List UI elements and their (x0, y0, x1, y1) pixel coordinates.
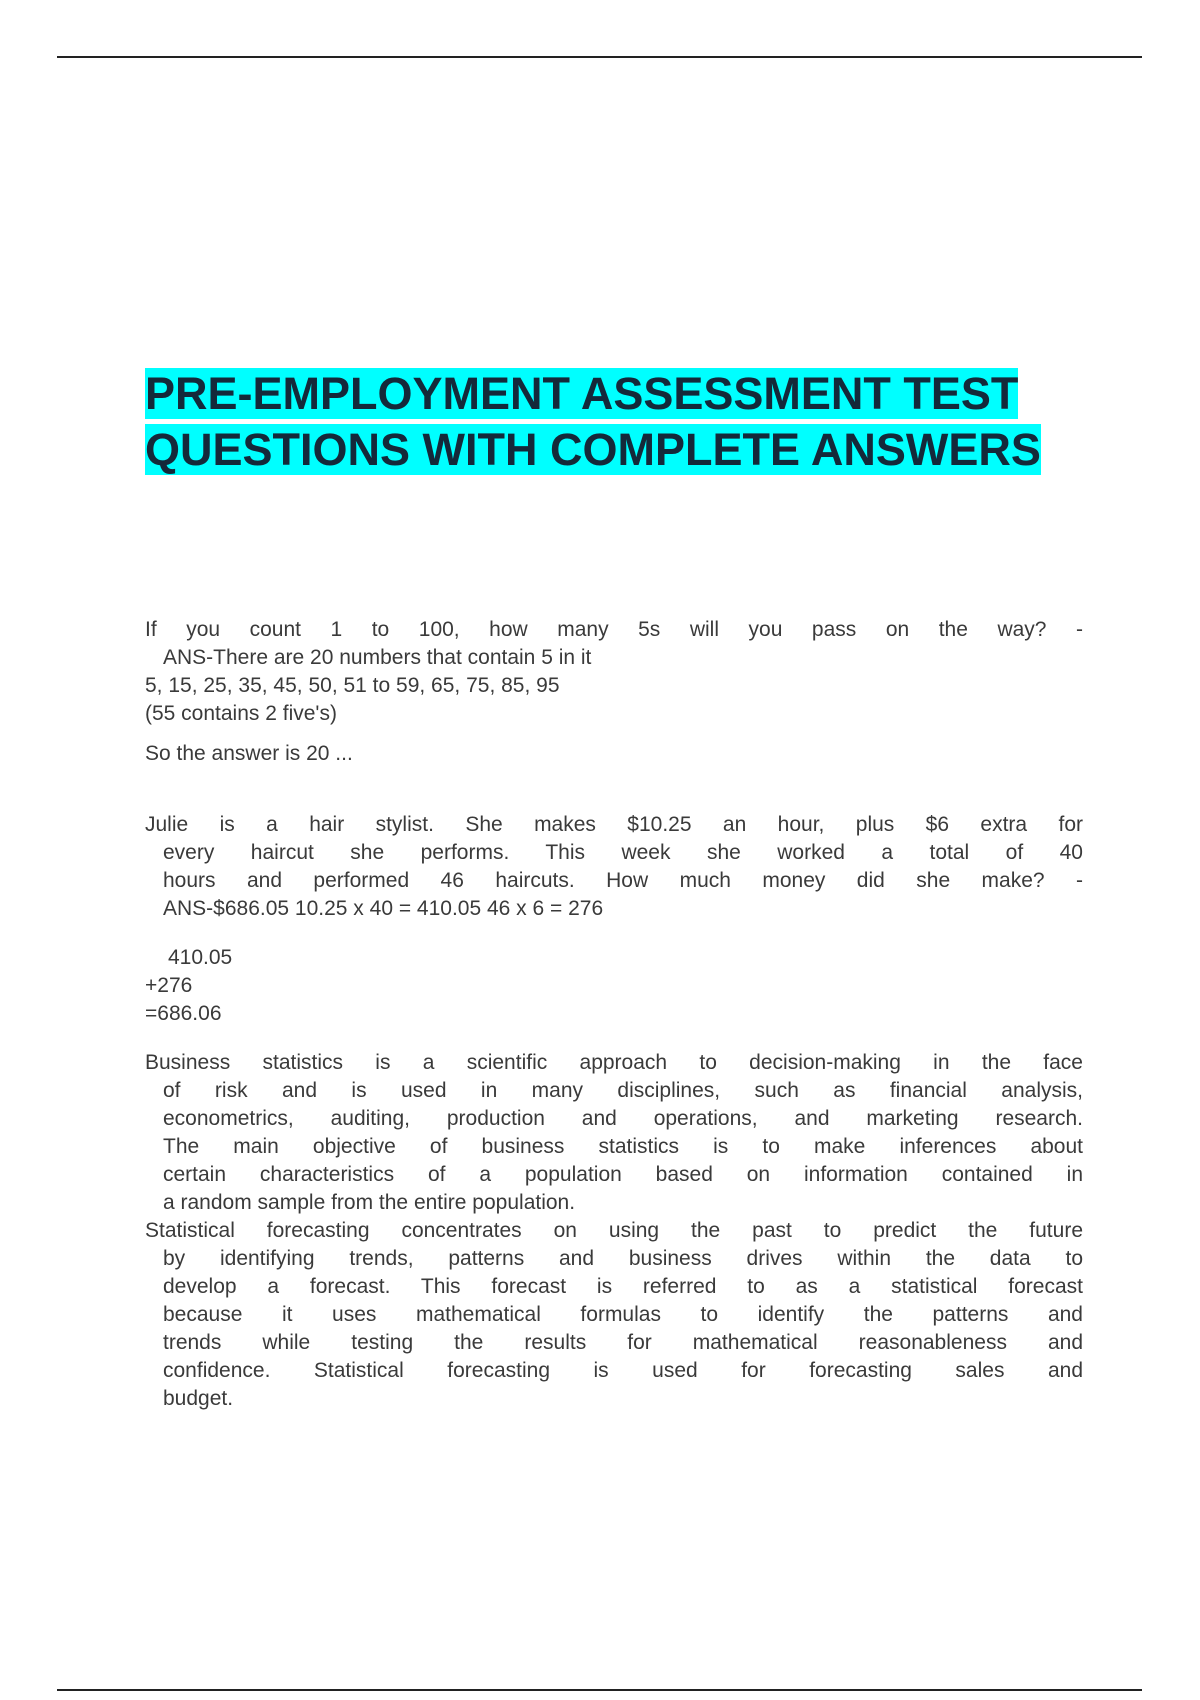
text-line: develop a forecast. This forecast is referred to as a statistical forecast (163, 1275, 1083, 1298)
text-line: of risk and is used in many disciplines, such as financial analysis, (163, 1079, 1083, 1102)
text-line: hours and performed 46 haircuts. How much money did she make? - (163, 869, 1083, 892)
text-line: certain characteristics of a population based on information contained in (163, 1163, 1083, 1186)
text-line: Business statistics is a scientific approach to decision-making in the face (145, 1051, 1083, 1074)
text-line: because it uses mathematical formulas to identify the patterns and (163, 1303, 1083, 1326)
text-line: If you count 1 to 100, how many 5s will you pass on the way? - (145, 618, 1083, 641)
text-line: by identifying trends, patterns and business drives within the data to (163, 1247, 1083, 1270)
text-line: 410.05 (168, 946, 233, 969)
document-title (145, 366, 1095, 478)
text-line: The main objective of business statistics is to make inferences about (163, 1135, 1083, 1158)
text-line: a random sample from the entire population. (163, 1191, 576, 1214)
question-count-fives (145, 616, 1083, 728)
business-statistics-paragraph (145, 1049, 1083, 1413)
question-julie-wages (145, 811, 1083, 923)
text-line: every haircut she performs. This week she worked a total of 40 (163, 841, 1083, 864)
calculation (145, 944, 1083, 1028)
text-line: budget. (163, 1387, 234, 1410)
highlighted-title-text: PRE-EMPLOYMENT ASSESSMENT TEST QUESTIONS WITH COMPLETE ANSWERS (145, 368, 1041, 475)
text-line: 5, 15, 25, 35, 45, 50, 51 to 59, 65, 75, 85, 95 (145, 674, 560, 697)
text-line: +276 (145, 974, 193, 997)
text-line: So the answer is 20 ... (145, 742, 353, 765)
text-line: ANS-$686.05 10.25 x 40 = 410.05 46 x 6 = 276 (163, 897, 604, 920)
text-line: trends while testing the results for mathematical reasonableness and (163, 1331, 1083, 1354)
text-line: Julie is a hair stylist. She makes $10.25 an hour, plus $6 extra for (145, 813, 1083, 836)
text-line: econometrics, auditing, production and operations, and marketing research. (163, 1107, 1083, 1130)
text-line: =686.06 (145, 1002, 222, 1025)
top-rule (57, 56, 1142, 58)
text-line: confidence. Statistical forecasting is used for forecasting sales and (163, 1359, 1083, 1382)
answer-summary (145, 740, 1083, 768)
text-line: Statistical forecasting concentrates on using the past to predict the future (145, 1219, 1083, 1242)
bottom-rule (57, 1689, 1142, 1691)
text-line: (55 contains 2 five's) (145, 702, 337, 725)
text-line: ANS-There are 20 numbers that contain 5 in it (163, 646, 592, 669)
